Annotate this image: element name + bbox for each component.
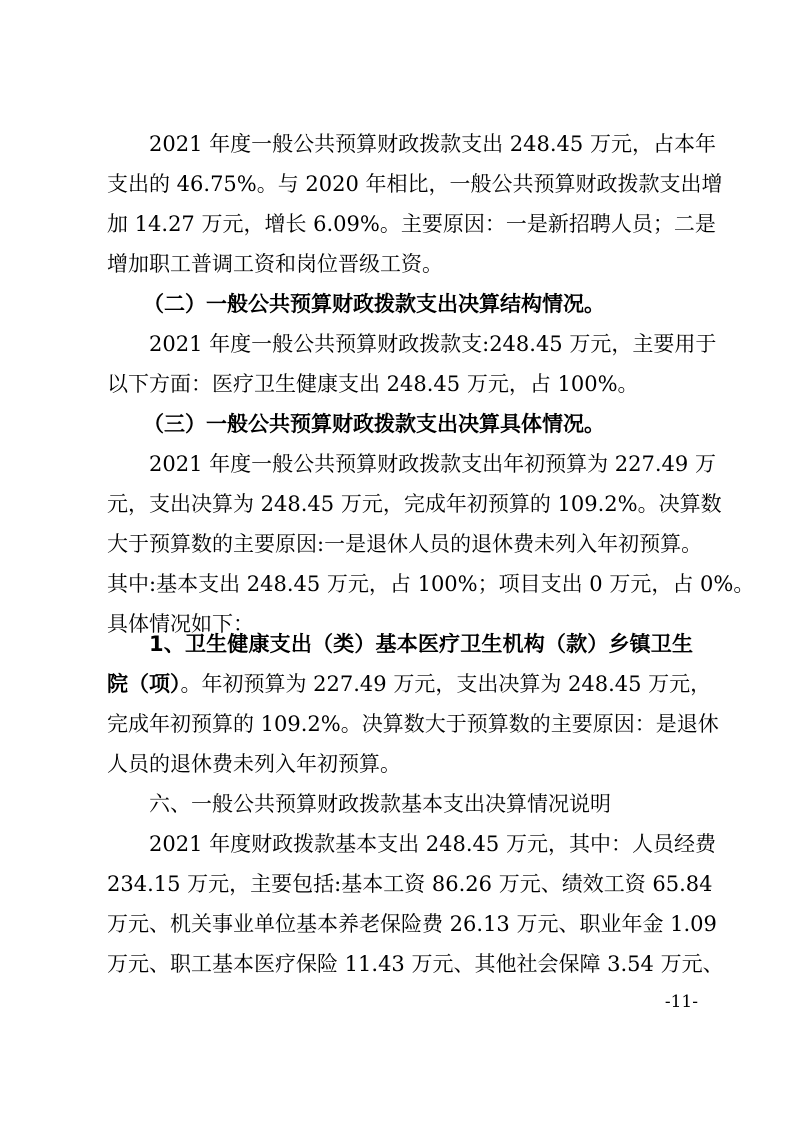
paragraph-line: 万元、机关事业单位基本养老保险费 26.13 万元、职业年金 1.09 [107, 912, 717, 936]
paragraph-line: 2021 年度一般公共预算财政拨款支出 248.45 万元，占本年 [149, 132, 716, 156]
paragraph-line: 元，支出决算为 248.45 万元，完成年初预算的 109.2%。决算数 [107, 492, 722, 516]
paragraph-line: 大于预算数的主要原因:一是退休人员的退休费未列入年初预算。 [107, 532, 703, 556]
paragraph-line: 2021 年度一般公共预算财政拨款支:248.45 万元，主要用于 [149, 332, 717, 356]
paragraph-line: 增加职工普调工资和岗位晋级工资。 [107, 252, 443, 276]
item-heading: 1、卫生健康支出（类）基本医疗卫生机构（款）乡镇卫生 [149, 632, 693, 656]
paragraph-line: 具体情况如下： [107, 612, 254, 636]
page-number: -11- [664, 992, 698, 1012]
paragraph-line: 其中:基本支出 248.45 万元，占 100%；项目支出 0 万元，占 0%。 [107, 572, 755, 596]
paragraph-line: 234.15 万元，主要包括:基本工资 86.26 万元、绩效工资 65.84 [107, 872, 713, 896]
paragraph-line: 2021 年度财政拨款基本支出 248.45 万元，其中：人员经费 [149, 832, 716, 856]
section-heading: （二）一般公共预算财政拨款支出决算结构情况。 [143, 292, 605, 316]
item-text: 。年初预算为 227.49 万元，支出决算为 248.45 万元， [180, 672, 712, 696]
paragraph-line: 人员的退休费未列入年初预算。 [107, 752, 401, 776]
paragraph-line: 加 14.27 万元，增长 6.09%。主要原因：一是新招聘人员；二是 [107, 212, 716, 236]
paragraph-line: 万元、职工基本医疗保险 11.43 万元、其他社会保障 3.54 万元、 [107, 952, 724, 976]
paragraph-line: 完成年初预算的 109.2%。决算数大于预算数的主要原因：是退休 [107, 712, 719, 736]
section-heading: （三）一般公共预算财政拨款支出决算具体情况。 [143, 412, 605, 436]
paragraph-line: 2021 年度一般公共预算财政拨款支出年初预算为 227.49 万 [149, 452, 716, 476]
paragraph-line: 以下方面：医疗卫生健康支出 248.45 万元，占 100%。 [107, 372, 639, 396]
item-heading-tail: 院（项） [107, 672, 181, 696]
item-line [107, 664, 712, 704]
paragraph-line: 支出的 46.75%。与 2020 年相比，一般公共预算财政拨款支出增 [107, 172, 723, 196]
section-heading: 六、一般公共预算财政拨款基本支出决算情况说明 [149, 792, 611, 816]
